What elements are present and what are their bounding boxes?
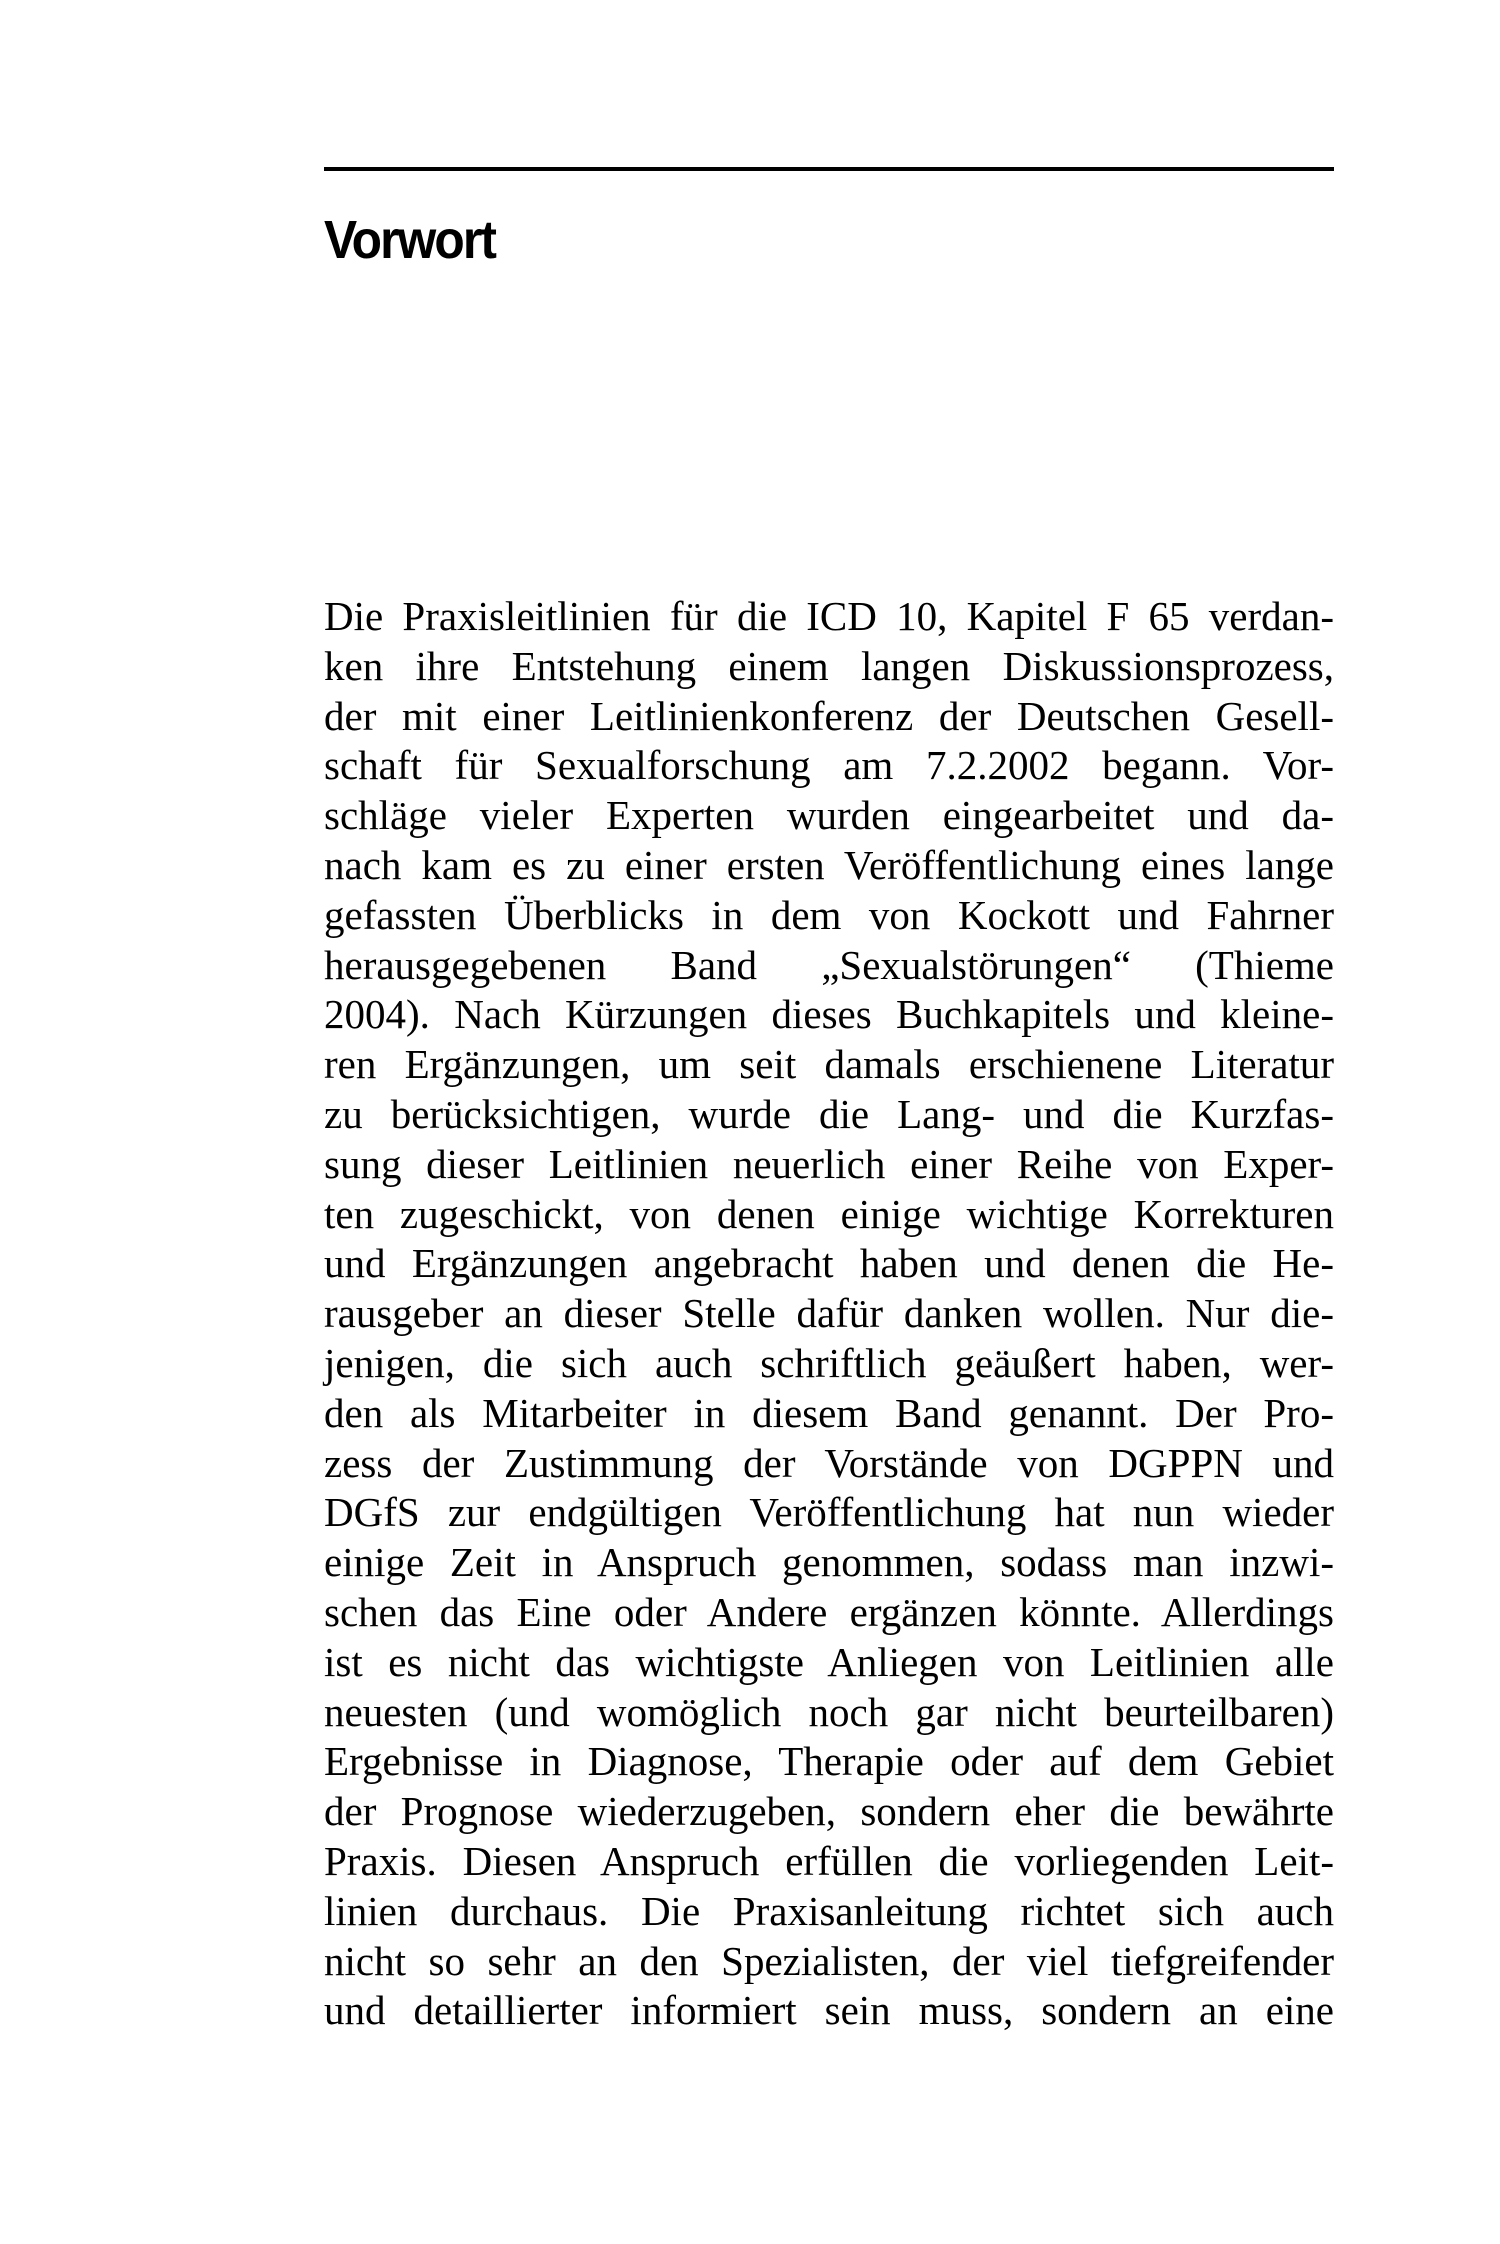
text-line: den als Mitarbeiter in diesem Band genannt. Der Pro- <box>324 1389 1334 1436</box>
text-line: zu berücksichtigen, wurde die Lang- und die Kurzfas- <box>324 1090 1334 1137</box>
text-line: der mit einer Leitlinienkonferenz der Deutschen Gesell- <box>324 692 1334 739</box>
header-rule <box>324 167 1334 171</box>
text-line: DGfS zur endgültigen Veröffentlichung hat nun wieder <box>324 1489 1334 1536</box>
text-line: Ergebnisse in Diagnose, Therapie oder auf dem Gebiet <box>324 1738 1334 1785</box>
text-line: Die Praxisleitlinien für die ICD 10, Kapitel F 65 verdan- <box>324 593 1334 639</box>
text-line: rausgeber an dieser Stelle dafür danken wollen. Nur die- <box>324 1290 1334 1337</box>
text-line: gefassten Überblicks in dem von Kockott und Fahrner <box>324 891 1334 938</box>
text-line: zess der Zustimmung der Vorstände von DGPPN und <box>324 1439 1334 1486</box>
text-line: schaft für Sexualforschung am 7.2.2002 begann. Vor- <box>324 742 1334 789</box>
text-line: 2004). Nach Kürzungen dieses Buchkapitels und kleine- <box>324 991 1334 1038</box>
body-paragraph <box>324 592 1334 2036</box>
text-line: Praxis. Diesen Anspruch erfüllen die vorliegenden Leit- <box>324 1837 1334 1884</box>
text-line: linien durchaus. Die Praxisanleitung richtet sich auch <box>324 1887 1334 1934</box>
text-line: nicht so sehr an den Spezialisten, der viel tiefgreifender <box>324 1937 1334 1984</box>
text-line: neuesten (und womöglich noch gar nicht beurteilbaren) <box>324 1688 1334 1735</box>
text-line: ten zugeschickt, von denen einige wichtige Korrekturen <box>324 1190 1334 1237</box>
text-line: nach kam es zu einer ersten Veröffentlichung eines lange <box>324 841 1334 888</box>
text-line: schen das Eine oder Andere ergänzen könnte. Allerdings <box>324 1588 1334 1635</box>
text-line: ken ihre Entstehung einem langen Diskussionsprozess, <box>324 642 1334 689</box>
text-line: ist es nicht das wichtigste Anliegen von Leitlinien alle <box>324 1638 1334 1685</box>
page-title: Vorwort <box>324 210 496 270</box>
text-line: ren Ergänzungen, um seit damals erschienene Literatur <box>324 1041 1334 1088</box>
text-line: jenigen, die sich auch schriftlich geäußert haben, wer- <box>324 1339 1334 1386</box>
text-line: schläge vieler Experten wurden eingearbeitet und da- <box>324 792 1334 839</box>
text-line: herausgegebenen Band „Sexualstörungen“ (Thieme <box>324 941 1334 988</box>
text-line: der Prognose wiederzugeben, sondern eher die bewährte <box>324 1788 1334 1835</box>
text-line: und Ergänzungen angebracht haben und denen die He- <box>324 1240 1334 1287</box>
text-line: und detaillierter informiert sein muss, sondern an eine <box>324 1987 1334 2034</box>
text-line: einige Zeit in Anspruch genommen, sodass man inzwi- <box>324 1539 1334 1586</box>
text-line: sung dieser Leitlinien neuerlich einer Reihe von Exper- <box>324 1140 1334 1187</box>
